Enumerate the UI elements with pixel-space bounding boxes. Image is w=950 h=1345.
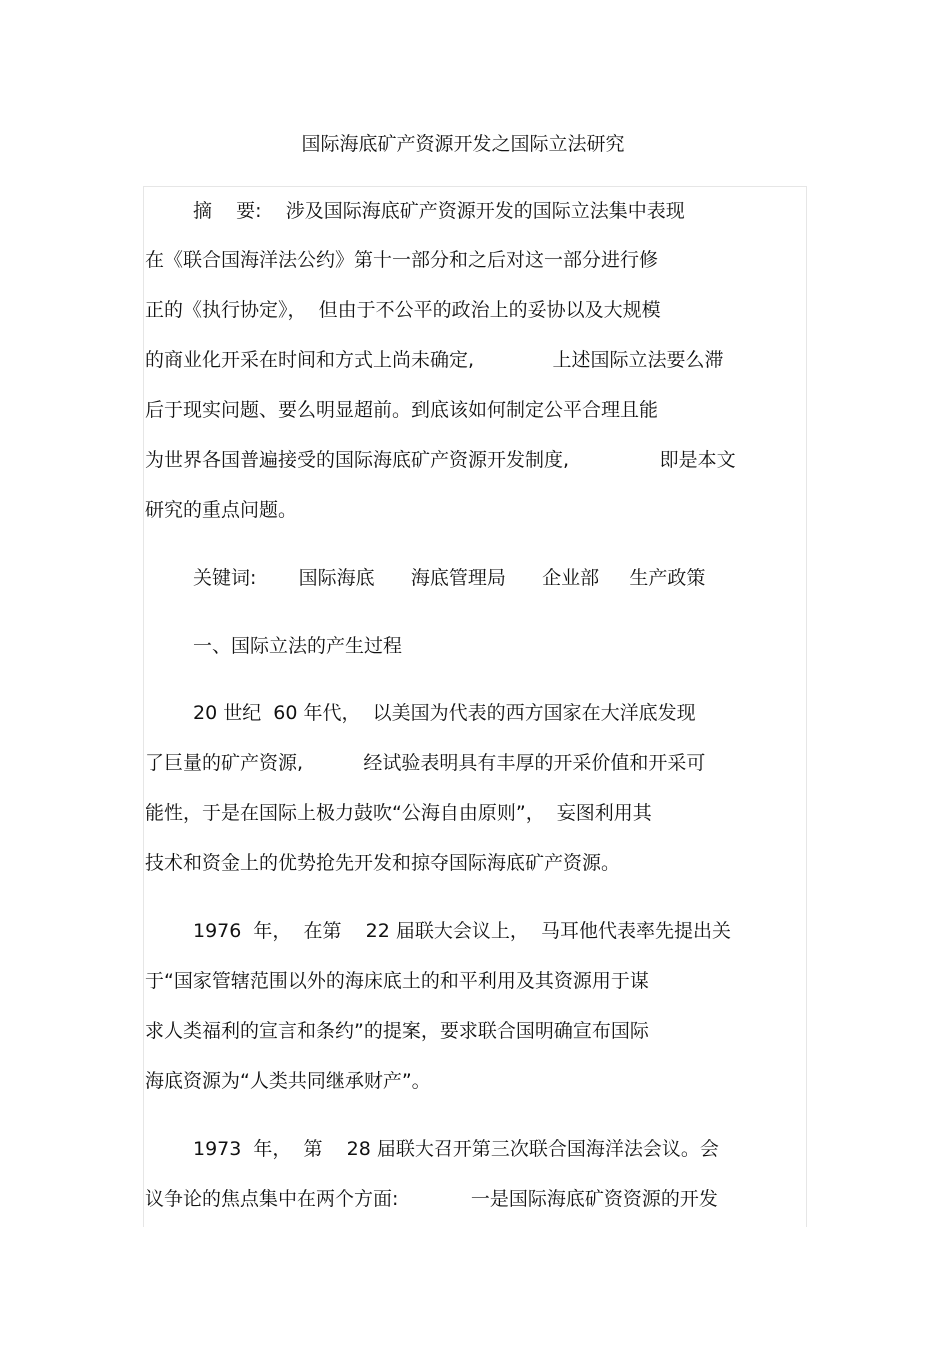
abstract-line-3: 正的《执行协定》， 但由于不公平的政治上的妥协以及大规模 bbox=[145, 299, 661, 321]
abstract-line-4: 的商业化开采在时间和方式上尚未确定, 上述国际立法要么滞 bbox=[145, 349, 724, 371]
section-heading: 一、国际立法的产生过程 bbox=[193, 635, 403, 657]
abstract-line-2: 在《联合国海洋法公约》第十一部分和之后对这一部分进行修 bbox=[145, 249, 659, 271]
abstract-line-1: 摘 要: 涉及国际海底矿产资源开发的国际立法集中表现 bbox=[193, 200, 685, 222]
abstract-line-6: 为世界各国普遍接受的国际海底矿产资源开发制度, 即是本文 bbox=[145, 449, 736, 471]
paragraph-2-line-2: 于“国家管辖范围以外的海床底土的和平利用及其资源用于谋 bbox=[145, 970, 649, 992]
abstract-line-7: 研究的重点问题。 bbox=[145, 499, 298, 521]
paragraph-2-line-4: 海底资源为“人类共同继承财产”。 bbox=[145, 1070, 431, 1092]
keywords-line: 关键词: 国际海底 海底管理局 企业部 生产政策 bbox=[193, 567, 706, 589]
paragraph-3-line-1: 1973 年， 第 28 届联大召开第三次联合国海洋法会议。会 bbox=[193, 1138, 719, 1160]
paragraph-2-line-3: 求人类福利的宣言和条约”的提案，要求联合国明确宣布国际 bbox=[145, 1020, 649, 1042]
paragraph-1-line-2: 了巨量的矿产资源, 经试验表明具有丰厚的开采价值和开采可 bbox=[145, 752, 706, 774]
paragraph-1-line-4: 技术和资金上的优势抢先开发和掠夺国际海底矿产资源。 bbox=[145, 852, 621, 874]
abstract-line-5: 后于现实问题、要么明显超前。到底该如何制定公平合理且能 bbox=[145, 399, 659, 421]
paragraph-3-line-2: 议争论的焦点集中在两个方面: 一是国际海底矿资资源的开发 bbox=[145, 1188, 718, 1210]
paragraph-1-line-3: 能性，于是在国际上极力鼓吹“公海自由原则”， 妄图利用其 bbox=[145, 802, 652, 824]
document-title: 国际海底矿产资源开发之国际立法研究 bbox=[301, 133, 625, 155]
paragraph-1-line-1: 20 世纪 60 年代， 以美国为代表的西方国家在大洋底发现 bbox=[193, 702, 696, 724]
paragraph-2-line-1: 1976 年， 在第 22 届联大会议上， 马耳他代表率先提出关 bbox=[193, 920, 731, 942]
